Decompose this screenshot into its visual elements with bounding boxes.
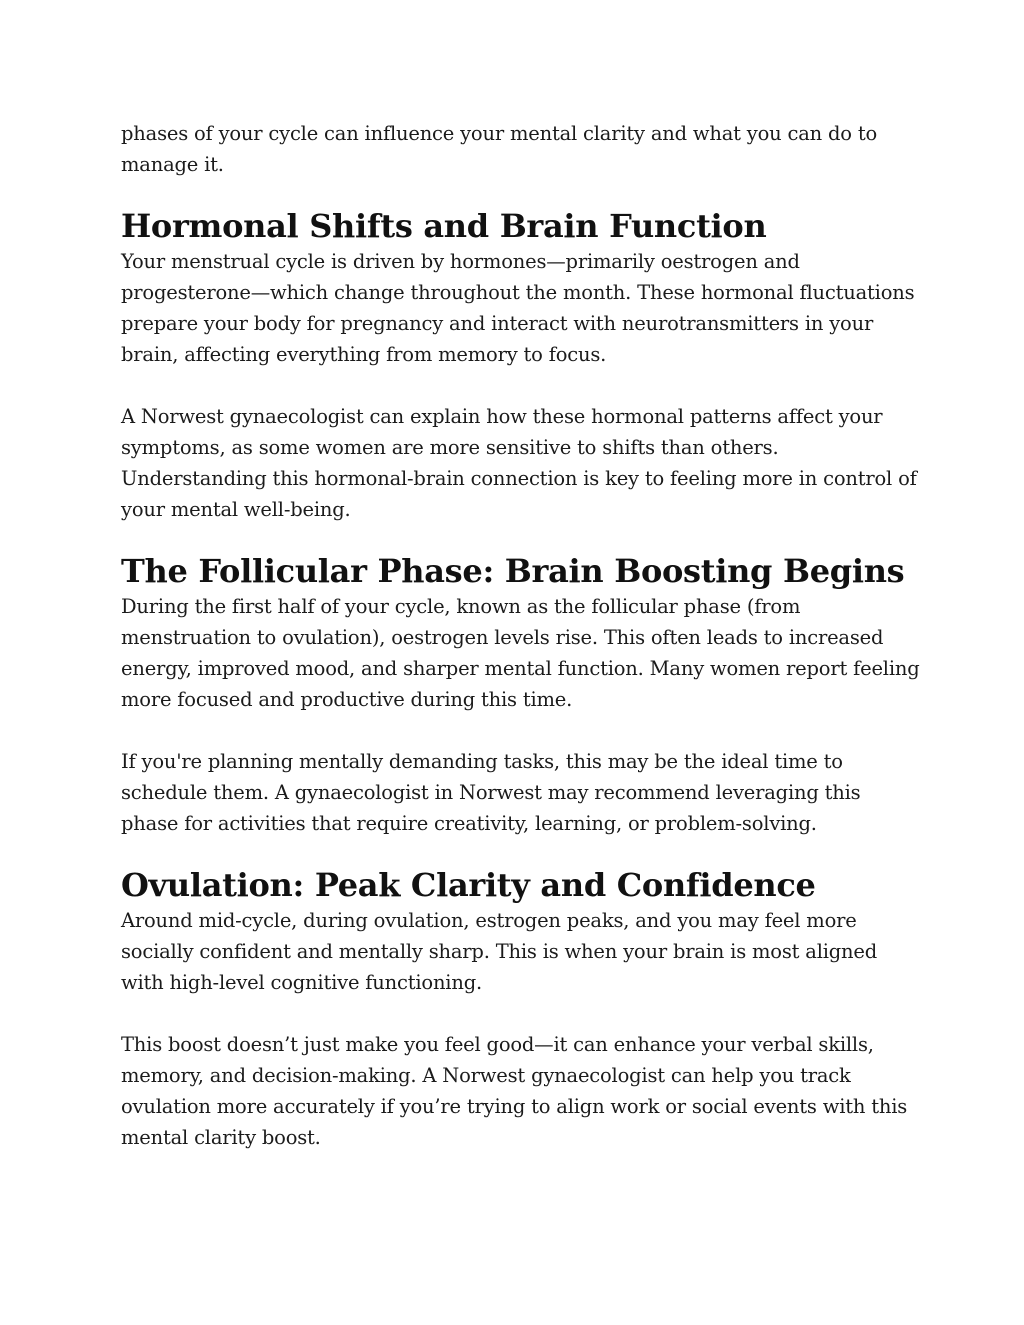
document-page	[121, 118, 921, 1153]
section-paragraph: Your menstrual cycle is driven by hormones—primarily oestrogen and progesterone—which change throughout the month. These hormonal fluctuations prepare your body for pregnancy and interact with neurotransmitters in your brain, affecting everything from memory to focus.	[121, 250, 915, 366]
section-paragraph: Around mid-cycle, during ovulation, estrogen peaks, and you may feel more socially confident and mentally sharp. This is when your brain is most aligned with high-level cognitive functioning.	[121, 909, 878, 994]
section-heading: The Follicular Phase: Brain Boosting Begins	[121, 552, 905, 590]
section-hormonal-shifts	[121, 206, 921, 525]
section-paragraph: During the first half of your cycle, known as the follicular phase (from menstruation to ovulation), oestrogen levels rise. This often leads to increased energy, improved mood, and sharper mental function. Many women report feeling more focused and productive during this time.	[121, 595, 920, 711]
section-heading: Hormonal Shifts and Brain Function	[121, 207, 767, 245]
section-paragraph: This boost doesn’t just make you feel good—it can enhance your verbal skills, memory, and decision-making. A Norwest gynaecologist can help you track ovulation more accurately if you’re trying to align work or social events with this mental clarity boost.	[121, 1033, 908, 1149]
section-ovulation	[121, 865, 921, 1153]
section-paragraph: A Norwest gynaecologist can explain how these hormonal patterns affect your symptoms, as some women are more sensitive to shifts than others. Understanding this hormonal-brain connection is key to feeling more in control of your mental well-being.	[121, 405, 917, 521]
section-heading: Ovulation: Peak Clarity and Confidence	[121, 866, 816, 904]
section-paragraph: If you're planning mentally demanding tasks, this may be the ideal time to schedule them. A gynaecologist in Norwest may recommend leveraging this phase for activities that require creativity, learning, or problem-solving.	[121, 750, 861, 835]
section-follicular-phase	[121, 551, 921, 839]
intro-paragraph: phases of your cycle can influence your mental clarity and what you can do to manage it.	[121, 122, 878, 176]
